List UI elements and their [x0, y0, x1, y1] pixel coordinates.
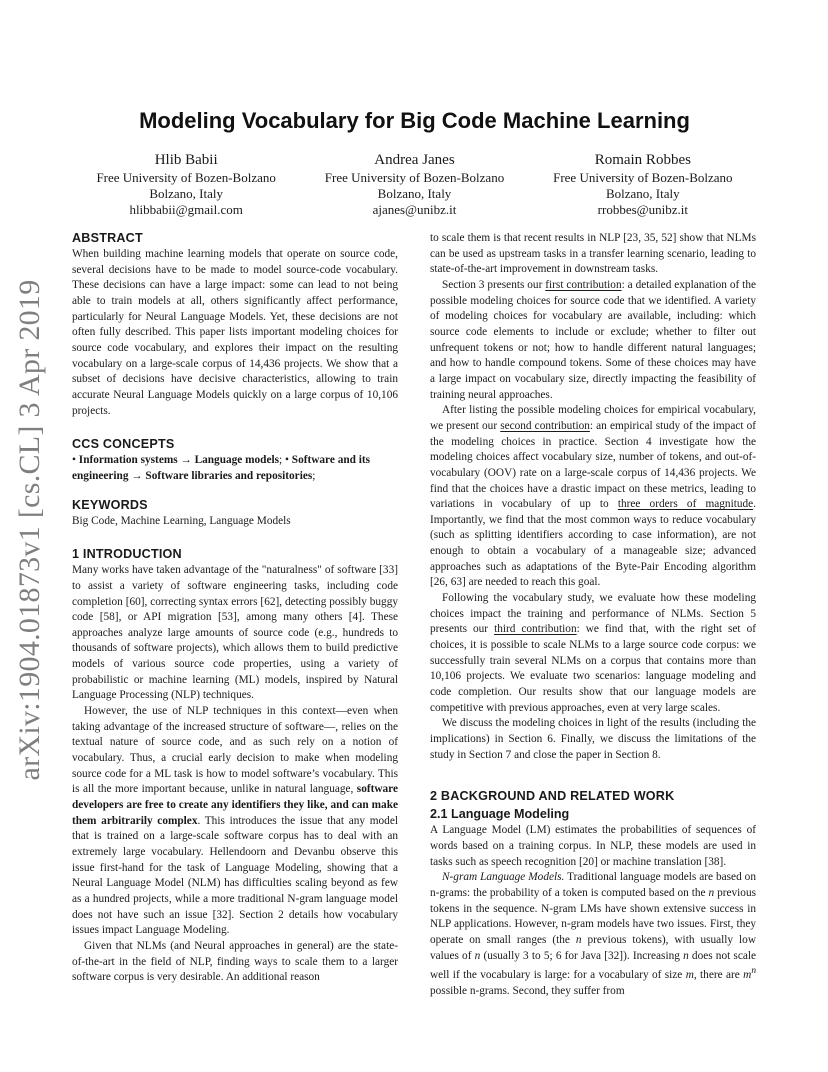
keywords-heading: KEYWORDS — [72, 497, 148, 512]
background-paragraph-2 — [430, 870, 756, 999]
intro-paragraph-3: Given that NLMs (and Neural approaches in general) are the state-of-the-art in the field of NLP, finding ways to scale them to a larger software corpus is very desirable. An additional reason — [72, 939, 398, 984]
text-run: . This introduces the issue that any model that is trained on a large-scale software corpus has to deal with an extremely large vocabulary. Hellendoorn and Devanbu observe this issue first-hand for the task of Language Modeling, showing that a Neural Language Model (NLM) has difficulties scaling beyond as few as a hundred projects, while a more traditional N-gram language model does not have such an issue [32]. Section 2 details how vocabulary issues impact Language Modeling. — [72, 814, 398, 937]
math-exponent: n — [751, 966, 757, 977]
author-affiliation: Free University of Bozen-Bolzano — [96, 170, 276, 185]
author-location: Bolzano, Italy — [377, 186, 452, 201]
text-run: (usually 3 to 5; 6 for Java [32]). Increasing — [480, 949, 684, 962]
text-run: , there are — [693, 968, 744, 981]
author-name: Romain Robbes — [594, 152, 691, 168]
text-run: previous tokens in the sequence. N-gram LMs have shown extensive success in NLP applications. However, n-gram models have two issues. First, they operate on small ranges (the — [430, 886, 756, 946]
arxiv-sidebar — [0, 279, 60, 781]
text-run: : a detailed explanation of the possible modeling choices for source code that we identified. A variety of modeling choices for vocabulary are available, including: which source code elements to include or exclude; whether to filter out unfrequent tokens or not; how to handle different natural languages; and how to handle compound tokens. Some of these choices may have a large impact on vocabulary size, directly impacting the feasibility of training neural approaches. — [430, 278, 756, 401]
contribution-label: second contribution — [500, 419, 590, 432]
subsection-heading: 2.1 Language Modeling — [430, 807, 570, 822]
author-email: hlibbabii@gmail.com — [129, 202, 243, 217]
paragraph-label: N-gram Language Models. — [442, 871, 565, 884]
math-var: n — [575, 933, 582, 946]
ccs-heading: CCS CONCEPTS — [72, 437, 175, 452]
text-run: Traditional language models are based on n-grams: the probability of a token is computed based on the — [430, 871, 756, 899]
intro-heading: 1 INTRODUCTION — [72, 547, 182, 562]
text-run: does not scale well if the vocabulary is large: for a vocabulary of size — [430, 949, 756, 981]
author-email: ajanes@unibz.it — [372, 202, 457, 217]
contribution-label: third contribution — [494, 623, 577, 636]
ccs-item: Information systems → Language models — [78, 454, 280, 467]
author-1 — [72, 151, 300, 218]
author-3 — [529, 151, 757, 218]
text-run: : we find that, with the right set of choices, it is possible to scale NLMs to a large source code corpus: we successfully train several NLMs on a corpus that contains more than 10,106 projects. We evaluate two scenarios: language modeling and code completion. Our results show that our language models are competitive with previous approaches, even at very large scales. — [430, 623, 756, 714]
text-run: possible n-grams. Second, they suffer from — [430, 984, 625, 997]
emphasis-run: software developers are free to create any identifiers they like, and can make them arbitrarily complex — [72, 783, 398, 827]
abstract-heading: ABSTRACT — [72, 231, 143, 245]
keywords-text: Big Code, Machine Learning, Language Models — [72, 514, 291, 527]
text-run: previous tokens), with usually low values of — [430, 933, 756, 962]
author-affiliation: Free University of Bozen-Bolzano — [324, 170, 505, 185]
author-block — [72, 151, 757, 218]
author-name: Hlib Babii — [154, 152, 218, 168]
text-run: Section 3 presents our — [442, 278, 546, 291]
paper-title: Modeling Vocabulary for Big Code Machine Learning — [139, 108, 690, 133]
ccs-text — [72, 453, 398, 484]
ccs-separator: ; — [279, 454, 285, 467]
text-run: Following the vocabulary study, we evaluate how these modeling choices impact the training and performance of NLMs. Section 5 presents our — [430, 592, 756, 636]
math-var: n — [708, 886, 715, 899]
left-column — [72, 229, 398, 986]
right-column — [430, 231, 756, 999]
author-location: Bolzano, Italy — [605, 186, 680, 201]
ccs-bullet: • — [284, 454, 289, 467]
author-affiliation: Free University of Bozen-Bolzano — [553, 170, 733, 185]
intro-paragraph-5 — [430, 278, 756, 403]
text-run: However, the use of NLP techniques in this context—even when taking advantage of the increased structure of software—, relies on the textual nature of source code, and as such rely on a notion of vocabulary. Thus, a crucial early decision to make when modeling source code for a ML task is how to model software’s vocabulary. This is all the more important because, unlike in natural language, — [72, 705, 398, 796]
ccs-item: Software and its engineering → Software libraries and repositories — [72, 454, 371, 482]
emphasis-run: three orders of magnitude — [617, 498, 754, 511]
abstract-text: When building machine learning models that operate on source code, several decisions have to be made to model source-code vocabulary. These decisions can have a large impact: some can lead to not being able to train models at all, others significantly affect performance, particularly for Neural Language Models. Yet, these decisions are not often fully described. This paper lists important modeling choices for source code vocabulary, and explores their impact on the resulting vocabulary on a large-scale corpus of 14,436 projects. We show that a subset of decisions have decisive characteristics, allowing to train accurate Neural Language Models quickly on a large corpus of 10,106 projects. — [72, 248, 398, 417]
intro-paragraph-8: We discuss the modeling choices in light of the results (including the implications) in Section 6. Finally, we discuss the limitations of the study in Section 7 and close the paper in Section 8. — [430, 717, 756, 761]
arxiv-id: arXiv:1904.01873v1 [cs.CL] 3 Apr 2019 — [13, 279, 46, 781]
intro-paragraph-1: Many works have taken advantage of the "naturalness" of software [33] to assist a variety of software engineering tasks, including code completion [60], correcting syntax errors [62], detecting possibly buggy code [58], or API migration [53], among many others [4]. These approaches analyze large amounts of source code (e.g., hundreds to thousands of software projects), which allows them to build predictive models of various source code properties, using a variety of probabilistic or machine learning (ML) models, inspired by Natural Language Processing (NLP) techniques. — [72, 564, 398, 702]
intro-paragraph-7 — [430, 591, 756, 716]
text-run: After listing the possible modeling choices for empirical vocabulary, we present our — [430, 404, 756, 432]
text-run: : an empirical study of the impact of the modeling choices in practice. Section 4 investigate how the modeling choices affect vocabulary size, number of tokens, and out-of-vocabulary (OOV) rate on a large-scale corpus of 14,436 projects. We find that the choices have a drastic impact on these metrics, leading to variations in vocabulary of up to — [430, 419, 757, 511]
intro-paragraph-2 — [72, 704, 398, 939]
math-var: n — [474, 949, 481, 962]
math-var: n — [683, 949, 689, 962]
math-var: m — [685, 968, 694, 981]
intro-paragraph-4: to scale them is that recent results in NLP [23, 35, 52] show that NLMs can be used as upstream tasks in a transfer learning scenario, leading to state-of-the-art improvement in downstream tasks. — [430, 232, 756, 276]
intro-paragraph-6 — [430, 403, 756, 591]
author-2 — [300, 151, 528, 218]
author-name: Andrea Janes — [374, 152, 455, 168]
author-email: rrobbes@unibz.it — [597, 202, 688, 217]
background-paragraph-1: A Language Model (LM) estimates the probabilities of sequences of words based on a training corpus. In NLP, these models are used in tasks such as speech recognition [20] or machine translation [38]. — [430, 824, 756, 868]
author-location: Bolzano, Italy — [149, 186, 223, 201]
ccs-end: ; — [312, 469, 316, 482]
text-run: . Importantly, we find that the most common ways to reduce vocabulary (such as splitting identifiers according to case information), are not enough to obtain a vocabulary of a manageable size; advanced approaches such as adaptations of the Byte-Pair Encoding algorithm [26, 63] are needed to reach this goal. — [430, 498, 756, 589]
contribution-label: first contribution — [545, 278, 622, 291]
math-var: m — [743, 968, 752, 981]
ccs-bullet: • — [72, 454, 76, 467]
background-heading: 2 BACKGROUND AND RELATED WORK — [430, 789, 675, 804]
